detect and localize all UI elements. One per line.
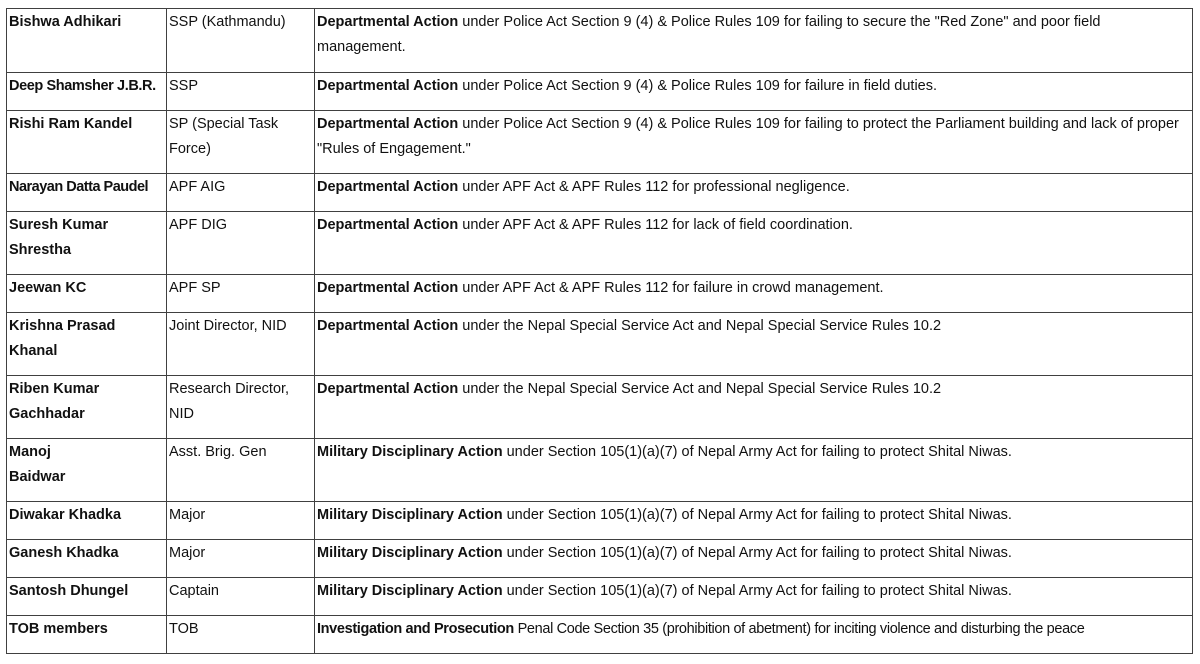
action-type: Departmental Action [317, 217, 459, 233]
official-rank: APF SP [167, 275, 315, 313]
table-row [7, 313, 1193, 376]
official-rank: SSP [167, 73, 315, 111]
official-rank: Research Director, NID [167, 376, 315, 439]
action-detail: under Police Act Section 9 (4) & Police Rules 109 for failing to protect the Parliament building and lack of proper "Rules of Engagement." [317, 116, 1179, 157]
action-type: Departmental Action [317, 280, 459, 296]
official-rank: APF AIG [167, 174, 315, 212]
action-type: Departmental Action [317, 14, 459, 30]
action-cell [315, 439, 1193, 502]
official-rank: Asst. Brig. Gen [167, 439, 315, 502]
official-name: Ganesh Khadka [7, 540, 167, 578]
official-name: Jeewan KC [7, 275, 167, 313]
table-row [7, 578, 1193, 616]
table-row [7, 439, 1193, 502]
action-detail: under APF Act & APF Rules 112 for professional negligence. [458, 179, 850, 195]
table-row [7, 616, 1193, 654]
action-type: Military Disciplinary Action [317, 583, 503, 599]
action-detail: under Section 105(1)(a)(7) of Nepal Army Act for failing to protect Shital Niwas. [502, 583, 1012, 599]
table-row [7, 174, 1193, 212]
official-name: Santosh Dhungel [7, 578, 167, 616]
action-detail: under Section 105(1)(a)(7) of Nepal Army Act for failing to protect Shital Niwas. [502, 545, 1012, 561]
official-name: Narayan Datta Paudel [7, 174, 167, 212]
accountability-table [6, 8, 1193, 654]
action-cell [315, 275, 1193, 313]
action-cell [315, 111, 1193, 174]
action-type: Departmental Action [317, 78, 459, 94]
official-name: Bishwa Adhikari [7, 9, 167, 73]
action-type: Departmental Action [317, 381, 459, 397]
table-row [7, 9, 1193, 73]
action-type: Departmental Action [317, 318, 459, 334]
action-type: Investigation and Prosecution [317, 621, 514, 637]
official-name: Suresh Kumar Shrestha [7, 212, 167, 275]
action-type: Departmental Action [317, 179, 459, 195]
official-rank: SSP (Kathmandu) [167, 9, 315, 73]
action-cell [315, 616, 1193, 654]
action-cell [315, 502, 1193, 540]
official-name: Diwakar Khadka [7, 502, 167, 540]
table-row [7, 111, 1193, 174]
table-row [7, 73, 1193, 111]
action-detail: under the Nepal Special Service Act and Nepal Special Service Rules 10.2 [458, 381, 942, 397]
official-name: Krishna Prasad Khanal [7, 313, 167, 376]
action-detail: under Section 105(1)(a)(7) of Nepal Army Act for failing to protect Shital Niwas. [502, 507, 1012, 523]
official-name: Rishi Ram Kandel [7, 111, 167, 174]
action-detail: under APF Act & APF Rules 112 for failure in crowd management. [458, 280, 884, 296]
official-name: Manoj Baidwar [7, 439, 167, 502]
action-cell [315, 313, 1193, 376]
action-detail: under Police Act Section 9 (4) & Police Rules 109 for failing to secure the "Red Zone" and poor field management. [317, 14, 1101, 55]
action-cell [315, 376, 1193, 439]
official-name: Deep Shamsher J.B.R. [7, 73, 167, 111]
action-cell [315, 578, 1193, 616]
action-type: Military Disciplinary Action [317, 507, 503, 523]
action-type: Military Disciplinary Action [317, 545, 503, 561]
official-name: Riben Kumar Gachhadar [7, 376, 167, 439]
official-rank: SP (Special Task Force) [167, 111, 315, 174]
action-detail: under Police Act Section 9 (4) & Police Rules 109 for failure in field duties. [458, 78, 938, 94]
official-name: TOB members [7, 616, 167, 654]
table-row [7, 212, 1193, 275]
table-row [7, 275, 1193, 313]
action-detail: Penal Code Section 35 (prohibition of abetment) for inciting violence and disturbing the peace [513, 621, 1085, 637]
official-rank: Major [167, 502, 315, 540]
table-row [7, 502, 1193, 540]
official-rank: TOB [167, 616, 315, 654]
action-cell [315, 540, 1193, 578]
action-detail: under Section 105(1)(a)(7) of Nepal Army Act for failing to protect Shital Niwas. [502, 444, 1012, 460]
official-rank: APF DIG [167, 212, 315, 275]
official-rank: Joint Director, NID [167, 313, 315, 376]
action-cell [315, 174, 1193, 212]
official-rank: Major [167, 540, 315, 578]
action-cell [315, 73, 1193, 111]
action-cell [315, 9, 1193, 73]
action-cell [315, 212, 1193, 275]
table-row [7, 540, 1193, 578]
action-detail: under the Nepal Special Service Act and Nepal Special Service Rules 10.2 [458, 318, 942, 334]
action-detail: under APF Act & APF Rules 112 for lack of field coordination. [458, 217, 853, 233]
action-type: Departmental Action [317, 116, 459, 132]
table-row [7, 376, 1193, 439]
official-rank: Captain [167, 578, 315, 616]
action-type: Military Disciplinary Action [317, 444, 503, 460]
